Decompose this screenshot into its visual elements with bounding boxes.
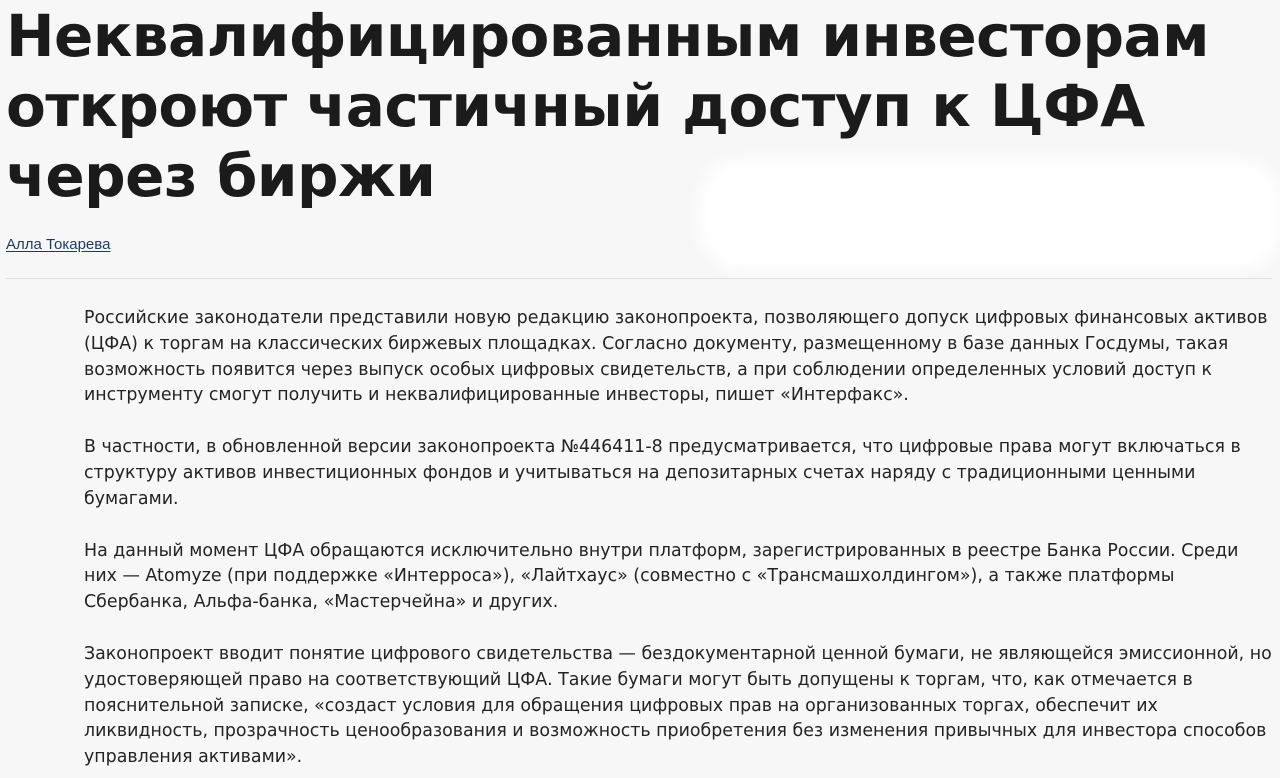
author-link[interactable]: Алла Токарева [6,236,111,253]
article-paragraph: В частности, в обновленной версии законопроекта №446411-8 предусматривается, что цифровые права могут включаться в структуру активов инвестиционных фондов и учитываться на депозитарных счетах наряду с традиционными ценными бумагами. [84,437,1241,509]
article-paragraph: Законопроект вводит понятие цифрового свидетельства — бездокументарной ценной бумаги, не являющейся эмиссионной, но удостоверяющей право на соответствующий ЦФА. Такие бумаги могут быть допущены к торгам, что, как отмечается в пояснительной записке, «создаст условия для обращения цифровых прав на организованных торгах, обеспечит их ликвидность, прозрачность ценообразования и возможность приобретения без изменения привычных для инвестора способов управления активами». [84,643,1272,768]
article-body [84,306,1276,778]
header-divider [6,278,1272,279]
article-headline: Неквалифицированным инвесторам откроют частичный доступ к ЦФА через биржи [6,2,1210,210]
article-paragraph: На данный момент ЦФА обращаются исключительно внутри платформ, зарегистрированных в реестре Банка России. Среди них — Atomyze (при поддержке «Интерроса»), «Лайтхаус» (совместно с «Трансмашхолдингом»), а также платформы Сбербанка, Альфа-банка, «Мастерчейна» и других. [84,540,1239,613]
article-paragraph: Российские законодатели представили новую редакцию законопроекта, позволяющего допуск цифровых финансовых активов (ЦФА) к торгам на классических биржевых площадках. Согласно документу, размещенному в базе данных Госдумы, такая возможность появится через выпуск особых цифровых свидетельств, а при соблюдении определенных условий доступ к инструменту смогут получить и неквалифицированные инвесторы, пишет «Интерфакс». [84,308,1268,406]
blurred-region [700,160,1280,270]
